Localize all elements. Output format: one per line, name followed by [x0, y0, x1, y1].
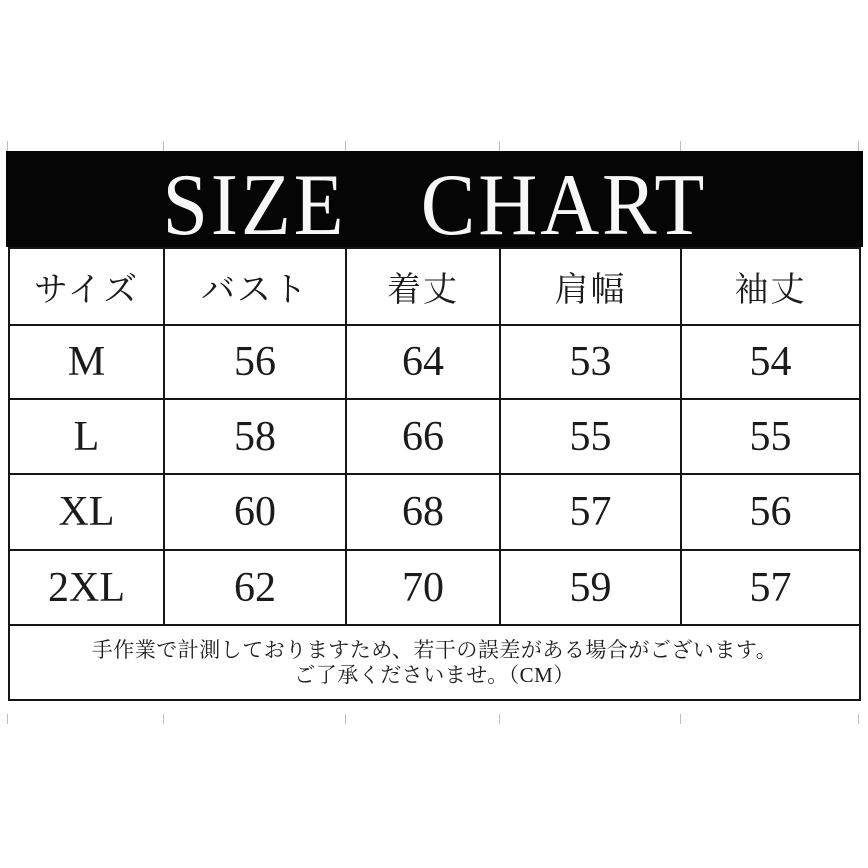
column-header-bust: バスト: [164, 248, 346, 325]
table-cell: 68: [346, 474, 500, 550]
column-header-size: サイズ: [9, 248, 164, 325]
table-cell: 55: [500, 399, 681, 474]
column-header-length: 着丈: [346, 248, 500, 325]
table-cell: 53: [500, 325, 681, 399]
table-cell: 56: [681, 474, 860, 550]
row-label-xl: XL: [9, 474, 164, 550]
table-cell: 60: [164, 474, 346, 550]
gridline-stub: [345, 141, 346, 151]
gridline-stub: [858, 141, 859, 151]
table-row-2xl: [9, 550, 860, 625]
gridline-stub: [858, 714, 859, 724]
column-header-sleeve: 袖丈: [681, 248, 860, 325]
gridline-stub: [499, 141, 500, 151]
measurement-note: [9, 625, 860, 700]
note-line-2: ご了承くださいませ。（CM）: [294, 662, 575, 687]
gridline-stub: [163, 141, 164, 151]
gridline-stub: [7, 141, 8, 151]
table-cell: 55: [681, 399, 860, 474]
table-cell: 54: [681, 325, 860, 399]
table-cell: 56: [164, 325, 346, 399]
size-table: [8, 247, 861, 701]
table-header-row: [9, 248, 860, 325]
table-cell: 59: [500, 550, 681, 625]
gridline-stub: [499, 714, 500, 724]
table-row-xl: [9, 474, 860, 550]
gridline-stub: [345, 714, 346, 724]
note-line-1: 手作業で計測しておりますため、若干の誤差がある場合がございます。: [91, 637, 778, 662]
table-cell: 62: [164, 550, 346, 625]
page-title: SIZE CHART: [162, 157, 707, 247]
table-cell: 66: [346, 399, 500, 474]
gridline-stub: [680, 141, 681, 151]
table-cell: 64: [346, 325, 500, 399]
table-note-row: [9, 625, 860, 700]
table-row-m: [9, 325, 860, 399]
gridline-stub: [7, 714, 8, 724]
row-label-l: L: [9, 399, 164, 474]
column-header-shoulder: 肩幅: [500, 248, 681, 325]
table-row-l: [9, 399, 860, 474]
title-banner: [6, 151, 863, 247]
table-cell: 70: [346, 550, 500, 625]
row-label-2xl: 2XL: [9, 550, 164, 625]
table-cell: 57: [681, 550, 860, 625]
table-cell: 57: [500, 474, 681, 550]
gridline-stub: [163, 714, 164, 724]
row-label-m: M: [9, 325, 164, 399]
table-cell: 58: [164, 399, 346, 474]
gridline-stub: [680, 714, 681, 724]
